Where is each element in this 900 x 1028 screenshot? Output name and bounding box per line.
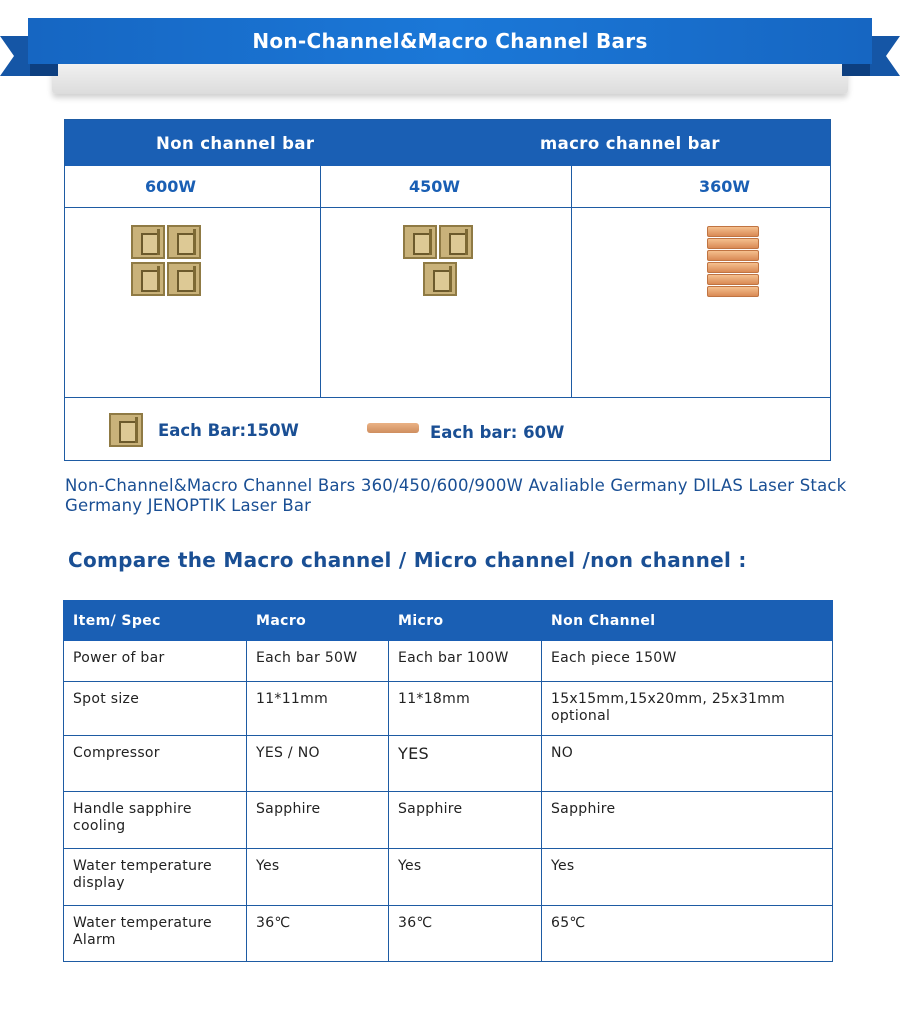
table-cell: 36℃ [247,906,389,962]
page-title: Non-Channel&Macro Channel Bars [252,29,648,53]
table-cell: YES / NO [247,736,389,792]
bars-table-header [65,120,830,166]
legend-non-channel-icon [109,413,143,447]
table-row [64,736,833,792]
table-cell: Each bar 100W [389,641,542,682]
table-cell: Compressor [64,736,247,792]
table-cell: NO [542,736,833,792]
title-banner [0,0,900,100]
legend-non-channel: Each Bar:150W [158,421,299,440]
spec-table [63,600,833,962]
table-cell: 65℃ [542,906,833,962]
spec-table-header [64,601,833,641]
table-cell: 11*18mm [389,682,542,736]
table-cell: Handle sapphire cooling [64,792,247,849]
table-cell: Each piece 150W [542,641,833,682]
table-row [64,906,833,962]
watt-row [65,166,830,208]
legend-row [65,399,830,461]
macro-channel-stack-icon [707,226,759,298]
header-non-channel: Non channel bar [156,133,315,153]
compare-heading: Compare the Macro channel / Micro channel /non channel : [68,548,747,572]
column-header: Micro [389,601,542,641]
header-macro-channel: macro channel bar [540,133,720,153]
table-row [64,641,833,682]
table-cell: Yes [389,849,542,906]
table-cell: Each bar 50W [247,641,389,682]
banner-ribbon [28,18,872,64]
non-channel-bar-icon [167,225,201,259]
divider [320,166,321,398]
legend-macro: Each bar: 60W [430,423,565,442]
divider [571,166,572,398]
table-cell: Water temperature display [64,849,247,906]
column-header: Item/ Spec [64,601,247,641]
table-cell: Sapphire [389,792,542,849]
non-channel-bar-icon [439,225,473,259]
table-cell: Sapphire [542,792,833,849]
watt-360: 360W [699,177,751,196]
table-cell: 36℃ [389,906,542,962]
table-cell: Yes [247,849,389,906]
non-channel-bar-icon [131,262,165,296]
table-cell: YES [389,736,542,792]
legend-macro-bar-icon [367,423,419,433]
table-cell: 11*11mm [247,682,389,736]
table-row [64,792,833,849]
table-row [64,682,833,736]
table-cell: Yes [542,849,833,906]
watt-600: 600W [145,177,197,196]
table-row [64,849,833,906]
watt-450: 450W [409,177,461,196]
table-cell: Spot size [64,682,247,736]
non-channel-bar-icon [167,262,201,296]
description: Non-Channel&Macro Channel Bars 360/450/600/900W Avaliable Germany DILAS Laser Stack Germany JENOPTIK Laser Bar [65,476,847,515]
non-channel-bar-icon [131,225,165,259]
table-cell: Power of bar [64,641,247,682]
non-channel-bar-icon [403,225,437,259]
non-channel-bar-icon [423,262,457,296]
column-header: Non Channel [542,601,833,641]
column-header: Macro [247,601,389,641]
table-cell: Water temperature Alarm [64,906,247,962]
table-cell: 15x15mm,15x20mm, 25x31mm optional [542,682,833,736]
table-cell: Sapphire [247,792,389,849]
